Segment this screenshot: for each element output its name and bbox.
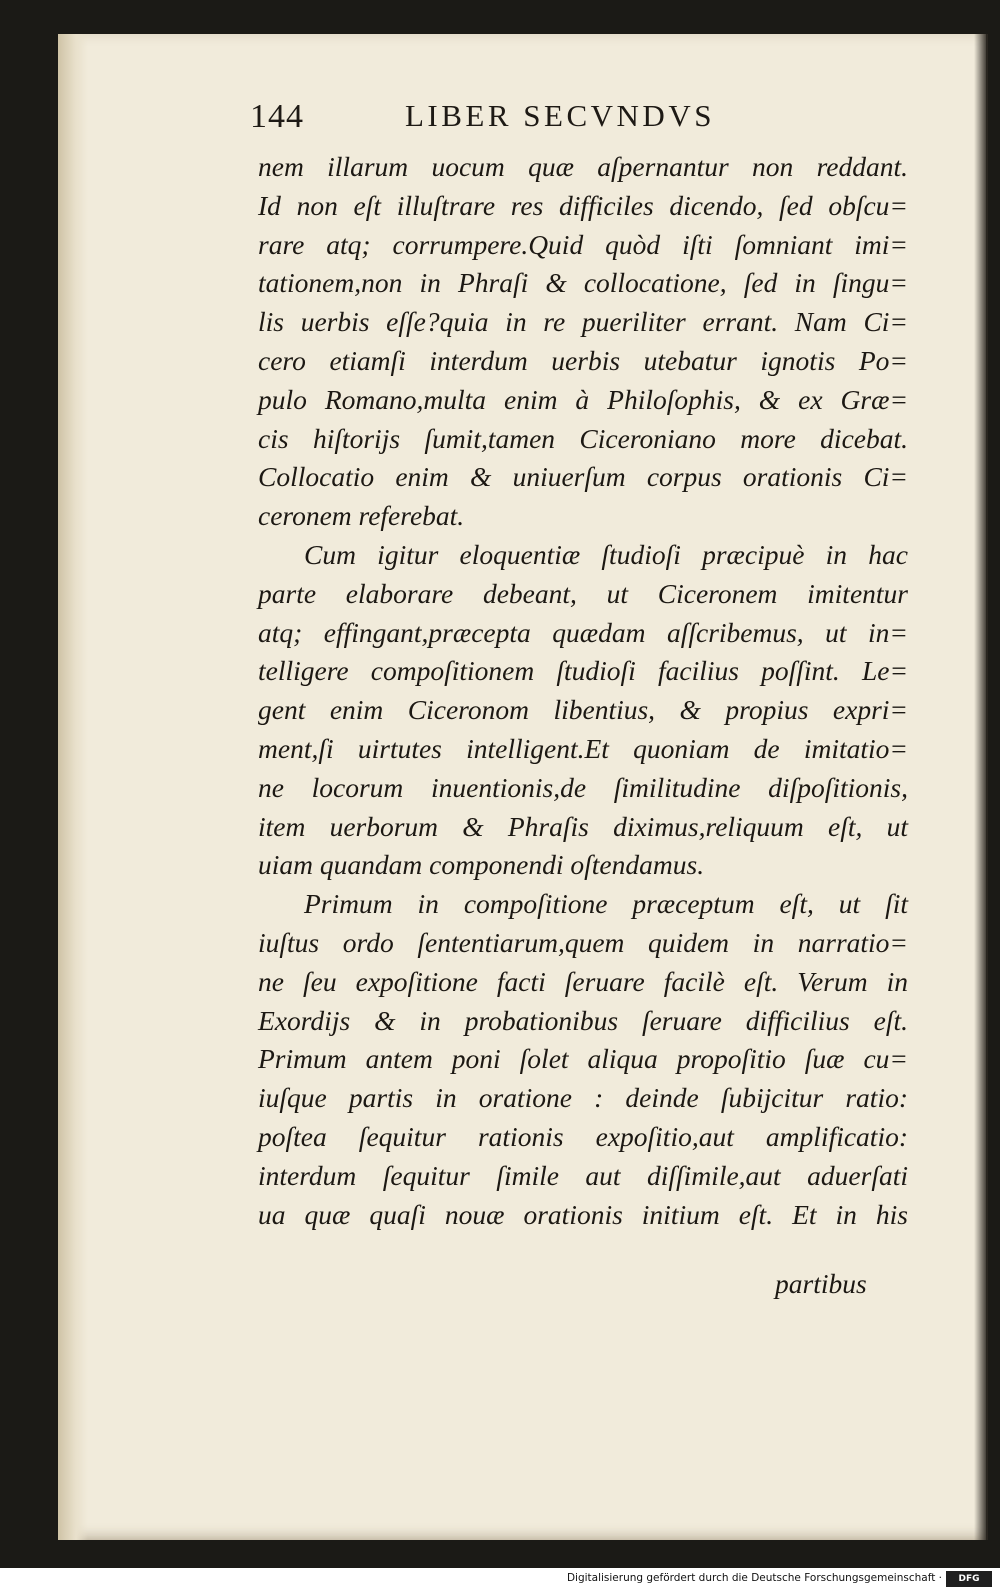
- catchword: partibus: [775, 1268, 867, 1299]
- body-text: [258, 148, 908, 1234]
- text-line: interdum ſequitur ſimile aut diſſimile,aut aduerſati: [258, 1159, 908, 1191]
- text-line: lis uerbis eſſe?quia in re pueriliter errant. Nam Ci=: [258, 306, 908, 338]
- text-line: Primum antem poni ſolet aliqua propoſitio ſuæ cu=: [258, 1043, 908, 1075]
- page-gutter: [974, 34, 988, 1540]
- text-line: rare atq; corrumpere.Quid quòd iſti ſomniant imi=: [258, 228, 908, 260]
- text-line: nem illarum uocum quæ aſpernantur non reddant.: [258, 151, 908, 182]
- text-line: ua quæ quaſi nouæ orationis initium eſt. Et in his: [258, 1198, 908, 1230]
- text-line: atq; effingant,præcepta quædam aſſcribemus, ut in=: [258, 616, 908, 648]
- paragraph-start-line: Primum in compoſitione præceptum eſt, ut ſit: [304, 888, 908, 920]
- text-line: item uerborum & Phraſis diximus,reliquum eſt, ut: [258, 810, 908, 842]
- text-line: telligere compoſitionem ſtudioſi facilius poſſint. Le=: [258, 655, 908, 687]
- text-line: poſtea ſequitur rationis expoſitio,aut amplificatio:: [258, 1120, 908, 1152]
- text-line: gent enim Ciceronom libentius, & propius expri=: [258, 694, 908, 726]
- running-head: [250, 94, 810, 144]
- paragraph-start-line: Cum igitur eloquentiæ ſtudioſi præcipuè in hac: [304, 538, 908, 570]
- text-line: Exordijs & in probationibus ſeruare difficilius eſt.: [258, 1004, 908, 1036]
- text-line: iuſtus ordo ſententiarum,quem quidem in narratio=: [258, 926, 908, 958]
- text-line: parte elaborare debeant, ut Ciceronem imitentur: [258, 577, 908, 609]
- text-line: cis hiſtorijs ſumit,tamen Ciceroniano more dicebat.: [258, 422, 908, 454]
- digitization-credit: Digitalisierung gefördert durch die Deutsche Forschungsgemeinschaft ·: [566, 1572, 942, 1584]
- text-line: tationem,non in Phraſi & collocatione, ſed in ſingu=: [258, 267, 908, 299]
- running-title: LIBER SECVNDVS: [405, 98, 715, 133]
- text-line: ment,ſi uirtutes intelligent.Et quoniam de imitatio=: [258, 732, 908, 764]
- dfg-logo: DFG: [946, 1571, 992, 1587]
- text-line: iuſque partis in oratione : deinde ſubijcitur ratio:: [258, 1082, 908, 1114]
- page-number: 144: [250, 98, 304, 135]
- text-line: ceronem referebat.: [258, 500, 465, 532]
- page-edge-shadow: [58, 34, 88, 1540]
- text-line: Collocatio enim & uniuerſum corpus orationis Ci=: [258, 461, 908, 493]
- text-line: Id non eſt illuſtrare res difficiles dicendo, ſed obſcu=: [258, 189, 908, 221]
- text-line: uiam quandam componendi oſtendamus.: [258, 849, 705, 881]
- text-line: cero etiamſi interdum uerbis utebatur ignotis Po=: [258, 344, 908, 376]
- text-line: ne locorum inuentionis,de ſimilitudine diſpoſitionis,: [258, 771, 908, 803]
- text-line: ne ſeu expoſitione facti ſeruare facilè eſt. Verum in: [258, 965, 908, 997]
- text-line: pulo Romano,multa enim à Philoſophis, & ex Græ=: [258, 383, 908, 415]
